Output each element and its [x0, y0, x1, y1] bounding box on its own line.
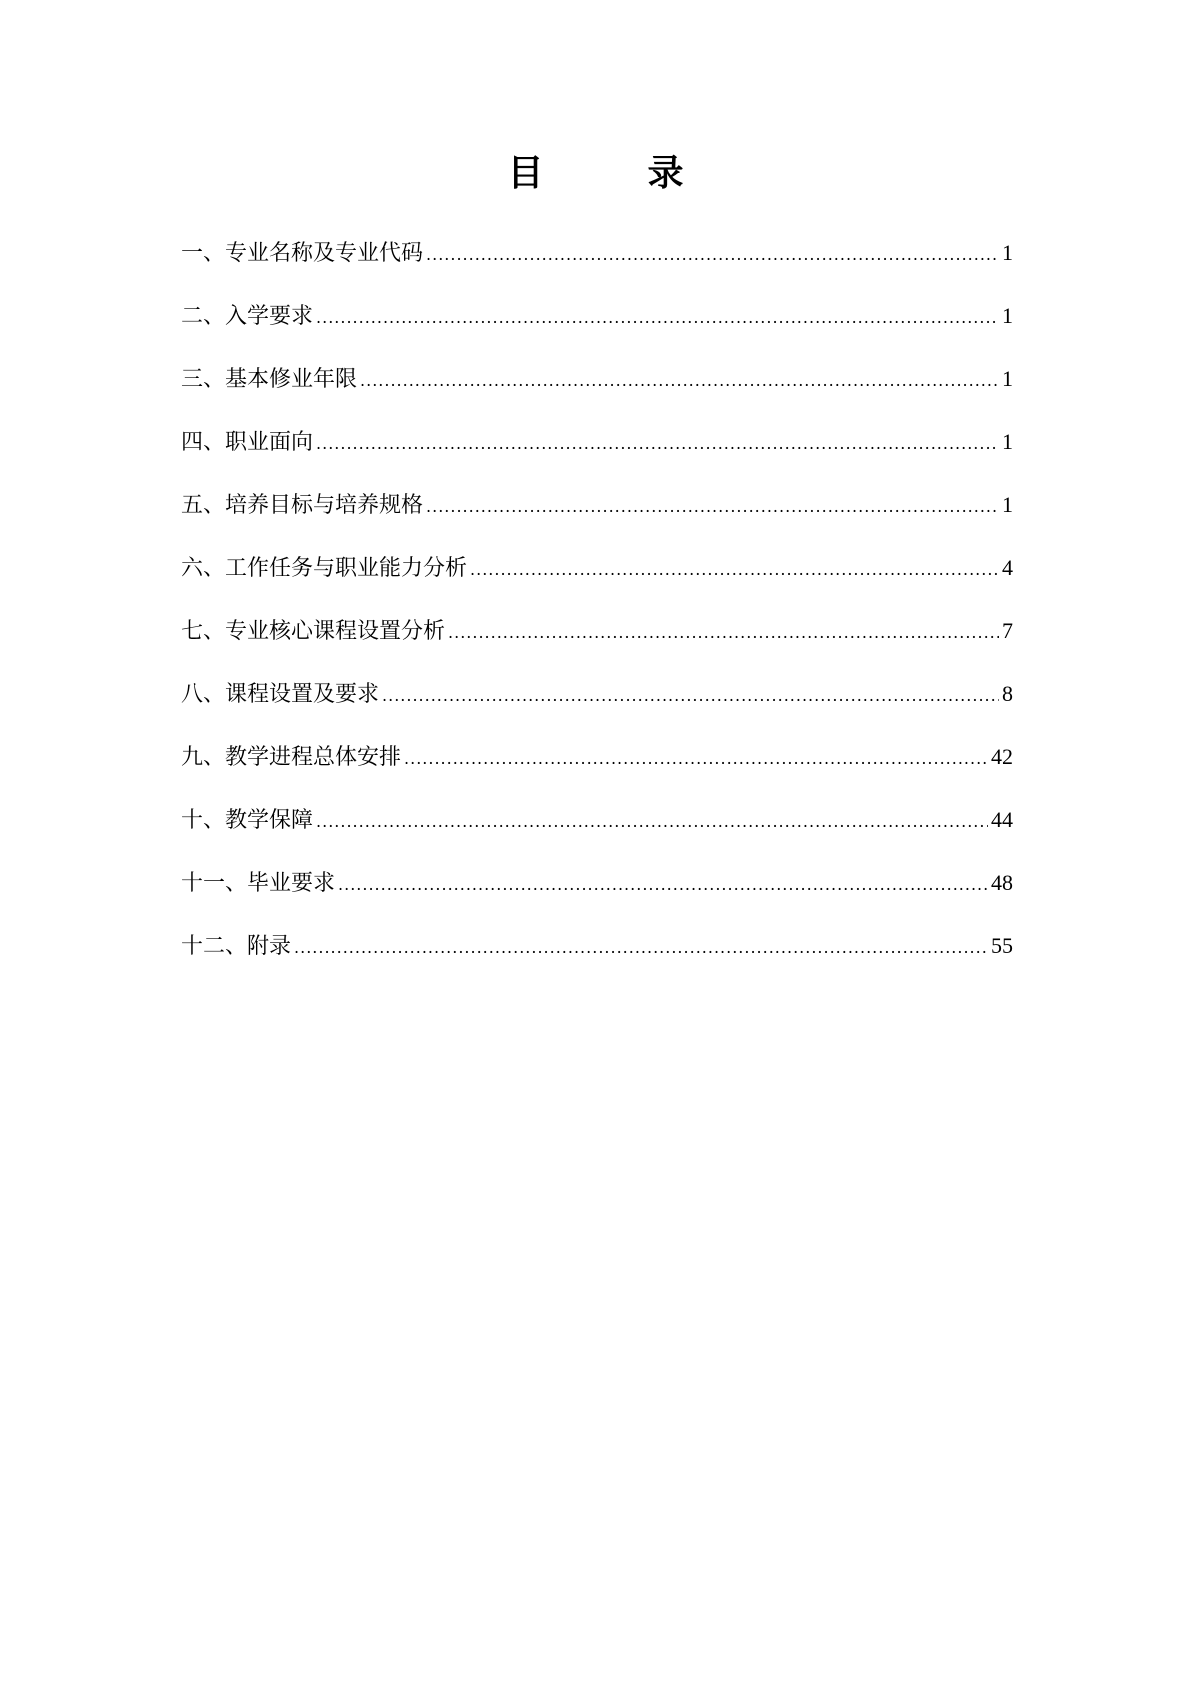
toc-entry[interactable] [181, 805, 1013, 868]
toc-entry[interactable] [181, 301, 1013, 364]
dot-leader [338, 870, 988, 900]
toc-entry-page: 55 [991, 933, 1013, 958]
dot-leader [360, 366, 999, 396]
toc-entry-label: 七、专业核心课程设置分析 [181, 619, 446, 644]
toc-entry[interactable] [181, 742, 1013, 805]
dot-leader [448, 618, 999, 648]
toc-entry-page: 1 [1002, 429, 1013, 454]
toc-entry-page: 1 [1002, 303, 1013, 328]
toc-entry-label: 十二、附录 [181, 934, 292, 959]
toc-entry-page: 48 [991, 870, 1013, 895]
toc-entry-label: 二、入学要求 [181, 304, 314, 329]
toc-entry[interactable] [181, 238, 1013, 301]
toc-entry[interactable] [181, 931, 1013, 994]
toc-entry[interactable] [181, 616, 1013, 679]
toc-entry[interactable] [181, 553, 1013, 616]
toc-entry-label: 八、课程设置及要求 [181, 682, 380, 707]
toc-entry-page: 42 [991, 744, 1013, 769]
dot-leader [316, 303, 999, 333]
toc-entry[interactable] [181, 490, 1013, 553]
toc-entry-label: 六、工作任务与职业能力分析 [181, 556, 468, 581]
toc-entry[interactable] [181, 364, 1013, 427]
dot-leader [426, 240, 999, 270]
dot-leader [294, 933, 988, 963]
toc-entry[interactable] [181, 679, 1013, 742]
toc-title: 目 录 [507, 153, 718, 194]
toc-entry-page: 7 [1002, 618, 1013, 643]
toc-list [181, 238, 1013, 994]
toc-entry-label: 一、专业名称及专业代码 [181, 241, 424, 266]
dot-leader [426, 492, 999, 522]
toc-entry-page: 4 [1002, 555, 1013, 580]
toc-entry-label: 十一、毕业要求 [181, 871, 336, 896]
toc-entry[interactable] [181, 427, 1013, 490]
toc-entry-page: 1 [1002, 492, 1013, 517]
dot-leader [404, 744, 988, 774]
toc-entry-page: 44 [991, 807, 1013, 832]
toc-entry-page: 1 [1002, 240, 1013, 265]
toc-entry-label: 九、教学进程总体安排 [181, 745, 402, 770]
toc-entry-page: 8 [1002, 681, 1013, 706]
toc-entry-label: 五、培养目标与培养规格 [181, 493, 424, 518]
toc-entry-label: 十、教学保障 [181, 808, 314, 833]
toc-entry-page: 1 [1002, 366, 1013, 391]
toc-entry-label: 四、职业面向 [181, 430, 314, 455]
dot-leader [382, 681, 999, 711]
toc-entry-label: 三、基本修业年限 [181, 367, 358, 392]
dot-leader [470, 555, 999, 585]
toc-entry[interactable] [181, 868, 1013, 931]
dot-leader [316, 807, 988, 837]
dot-leader [316, 429, 999, 459]
